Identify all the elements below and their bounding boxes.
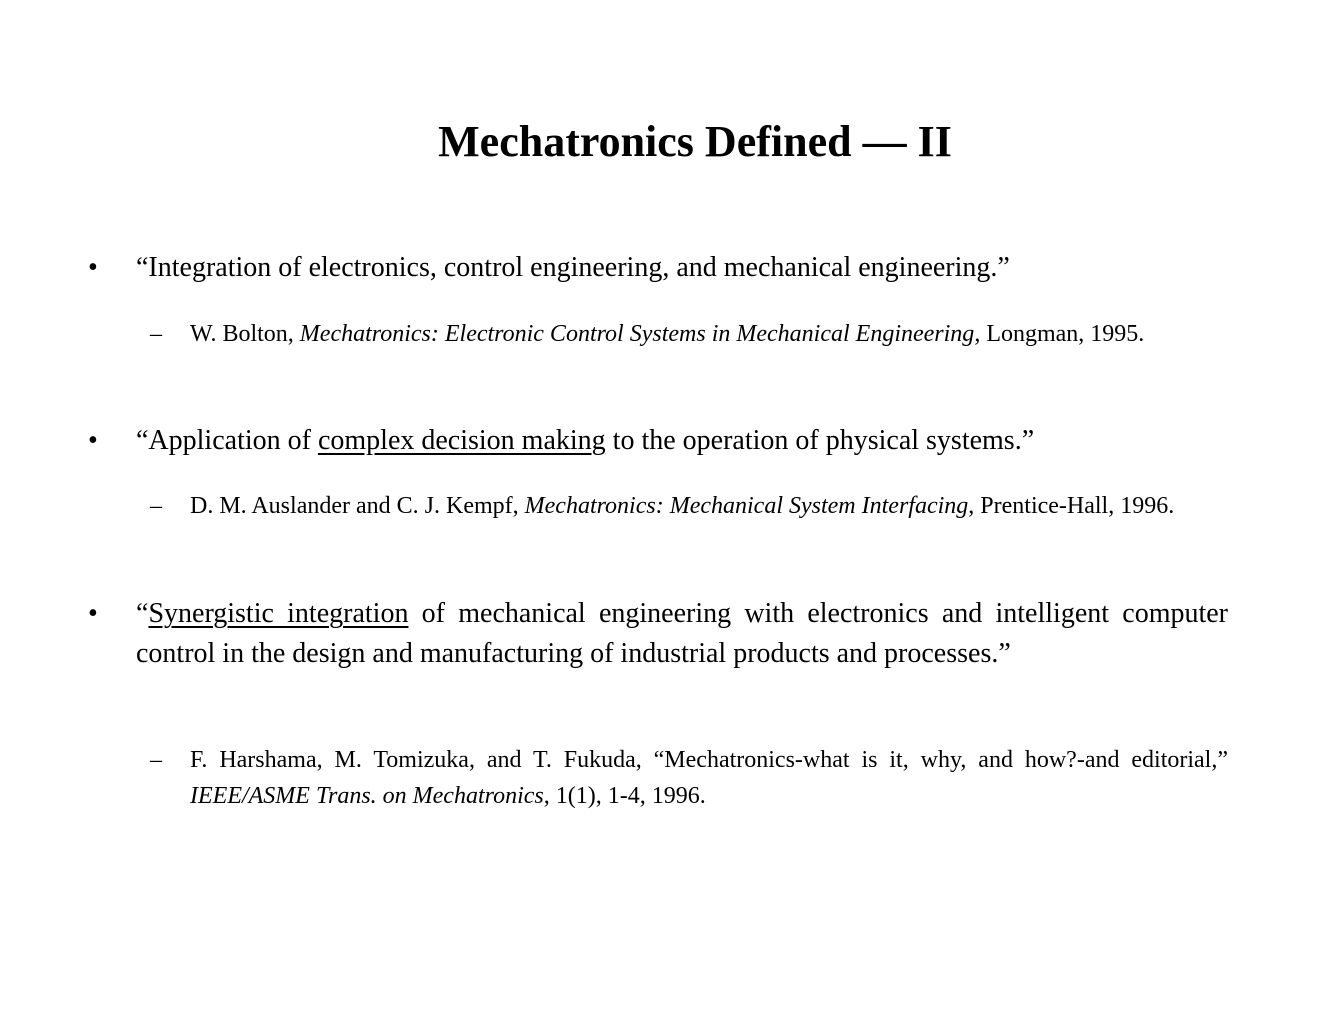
quote-text: “Integration of electronics, control engineering, and mechanical engineering.” bbox=[136, 252, 1010, 283]
definition-quote bbox=[136, 594, 1228, 674]
citation-title: IEEE/ASME Trans. on Mechatronics bbox=[190, 783, 544, 809]
dash-icon: – bbox=[150, 747, 162, 773]
dash-icon: – bbox=[150, 493, 162, 519]
quote-text-after: of mechanical engineering with electronics and intelligent computer control in the design and manufacturing of industrial products and processes.” bbox=[136, 598, 1228, 669]
citation-title: Mechatronics: Electronic Control Systems in Mechanical Engineering bbox=[299, 321, 975, 347]
citation-3 bbox=[150, 742, 1228, 814]
citation-rest: , Longman, 1995. bbox=[974, 321, 1145, 347]
citation-authors: F. Harshama, M. Tomizuka, and T. Fukuda, “Mechatronics-what is it, why, and how?-and editorial,” bbox=[190, 747, 1228, 773]
quote-text-before: “Application of bbox=[136, 425, 318, 456]
citation-text bbox=[190, 316, 1228, 352]
definition-quote bbox=[136, 248, 1228, 288]
citation-1 bbox=[150, 316, 1228, 352]
citation-2 bbox=[150, 488, 1228, 524]
quote-text-underlined: complex decision making bbox=[317, 425, 606, 456]
definition-quote bbox=[136, 421, 1228, 461]
bullet-icon: • bbox=[88, 425, 98, 456]
citation-title: Mechatronics: Mechanical System Interfacing bbox=[524, 493, 969, 519]
citation-authors: W. Bolton, bbox=[190, 321, 300, 347]
citation-rest: , 1(1), 1-4, 1996. bbox=[543, 783, 706, 809]
quote-text-underlined: Synergistic integration bbox=[148, 598, 409, 629]
quote-text-after: to the operation of physical systems.” bbox=[605, 425, 1035, 456]
quote-text-before: “ bbox=[136, 598, 149, 629]
citation-text bbox=[190, 488, 1228, 524]
slide-title: Mechatronics Defined — II bbox=[438, 117, 952, 166]
bullet-icon: • bbox=[88, 598, 98, 629]
citation-rest: , Prentice-Hall, 1996. bbox=[968, 493, 1175, 519]
definition-bullet-2 bbox=[88, 421, 1228, 461]
definition-bullet-1 bbox=[88, 248, 1228, 288]
definition-bullet-3 bbox=[88, 594, 1228, 674]
citation-authors: D. M. Auslander and C. J. Kempf, bbox=[190, 493, 525, 519]
citation-text bbox=[190, 742, 1228, 814]
dash-icon: – bbox=[150, 321, 162, 347]
bullet-icon: • bbox=[88, 252, 98, 283]
